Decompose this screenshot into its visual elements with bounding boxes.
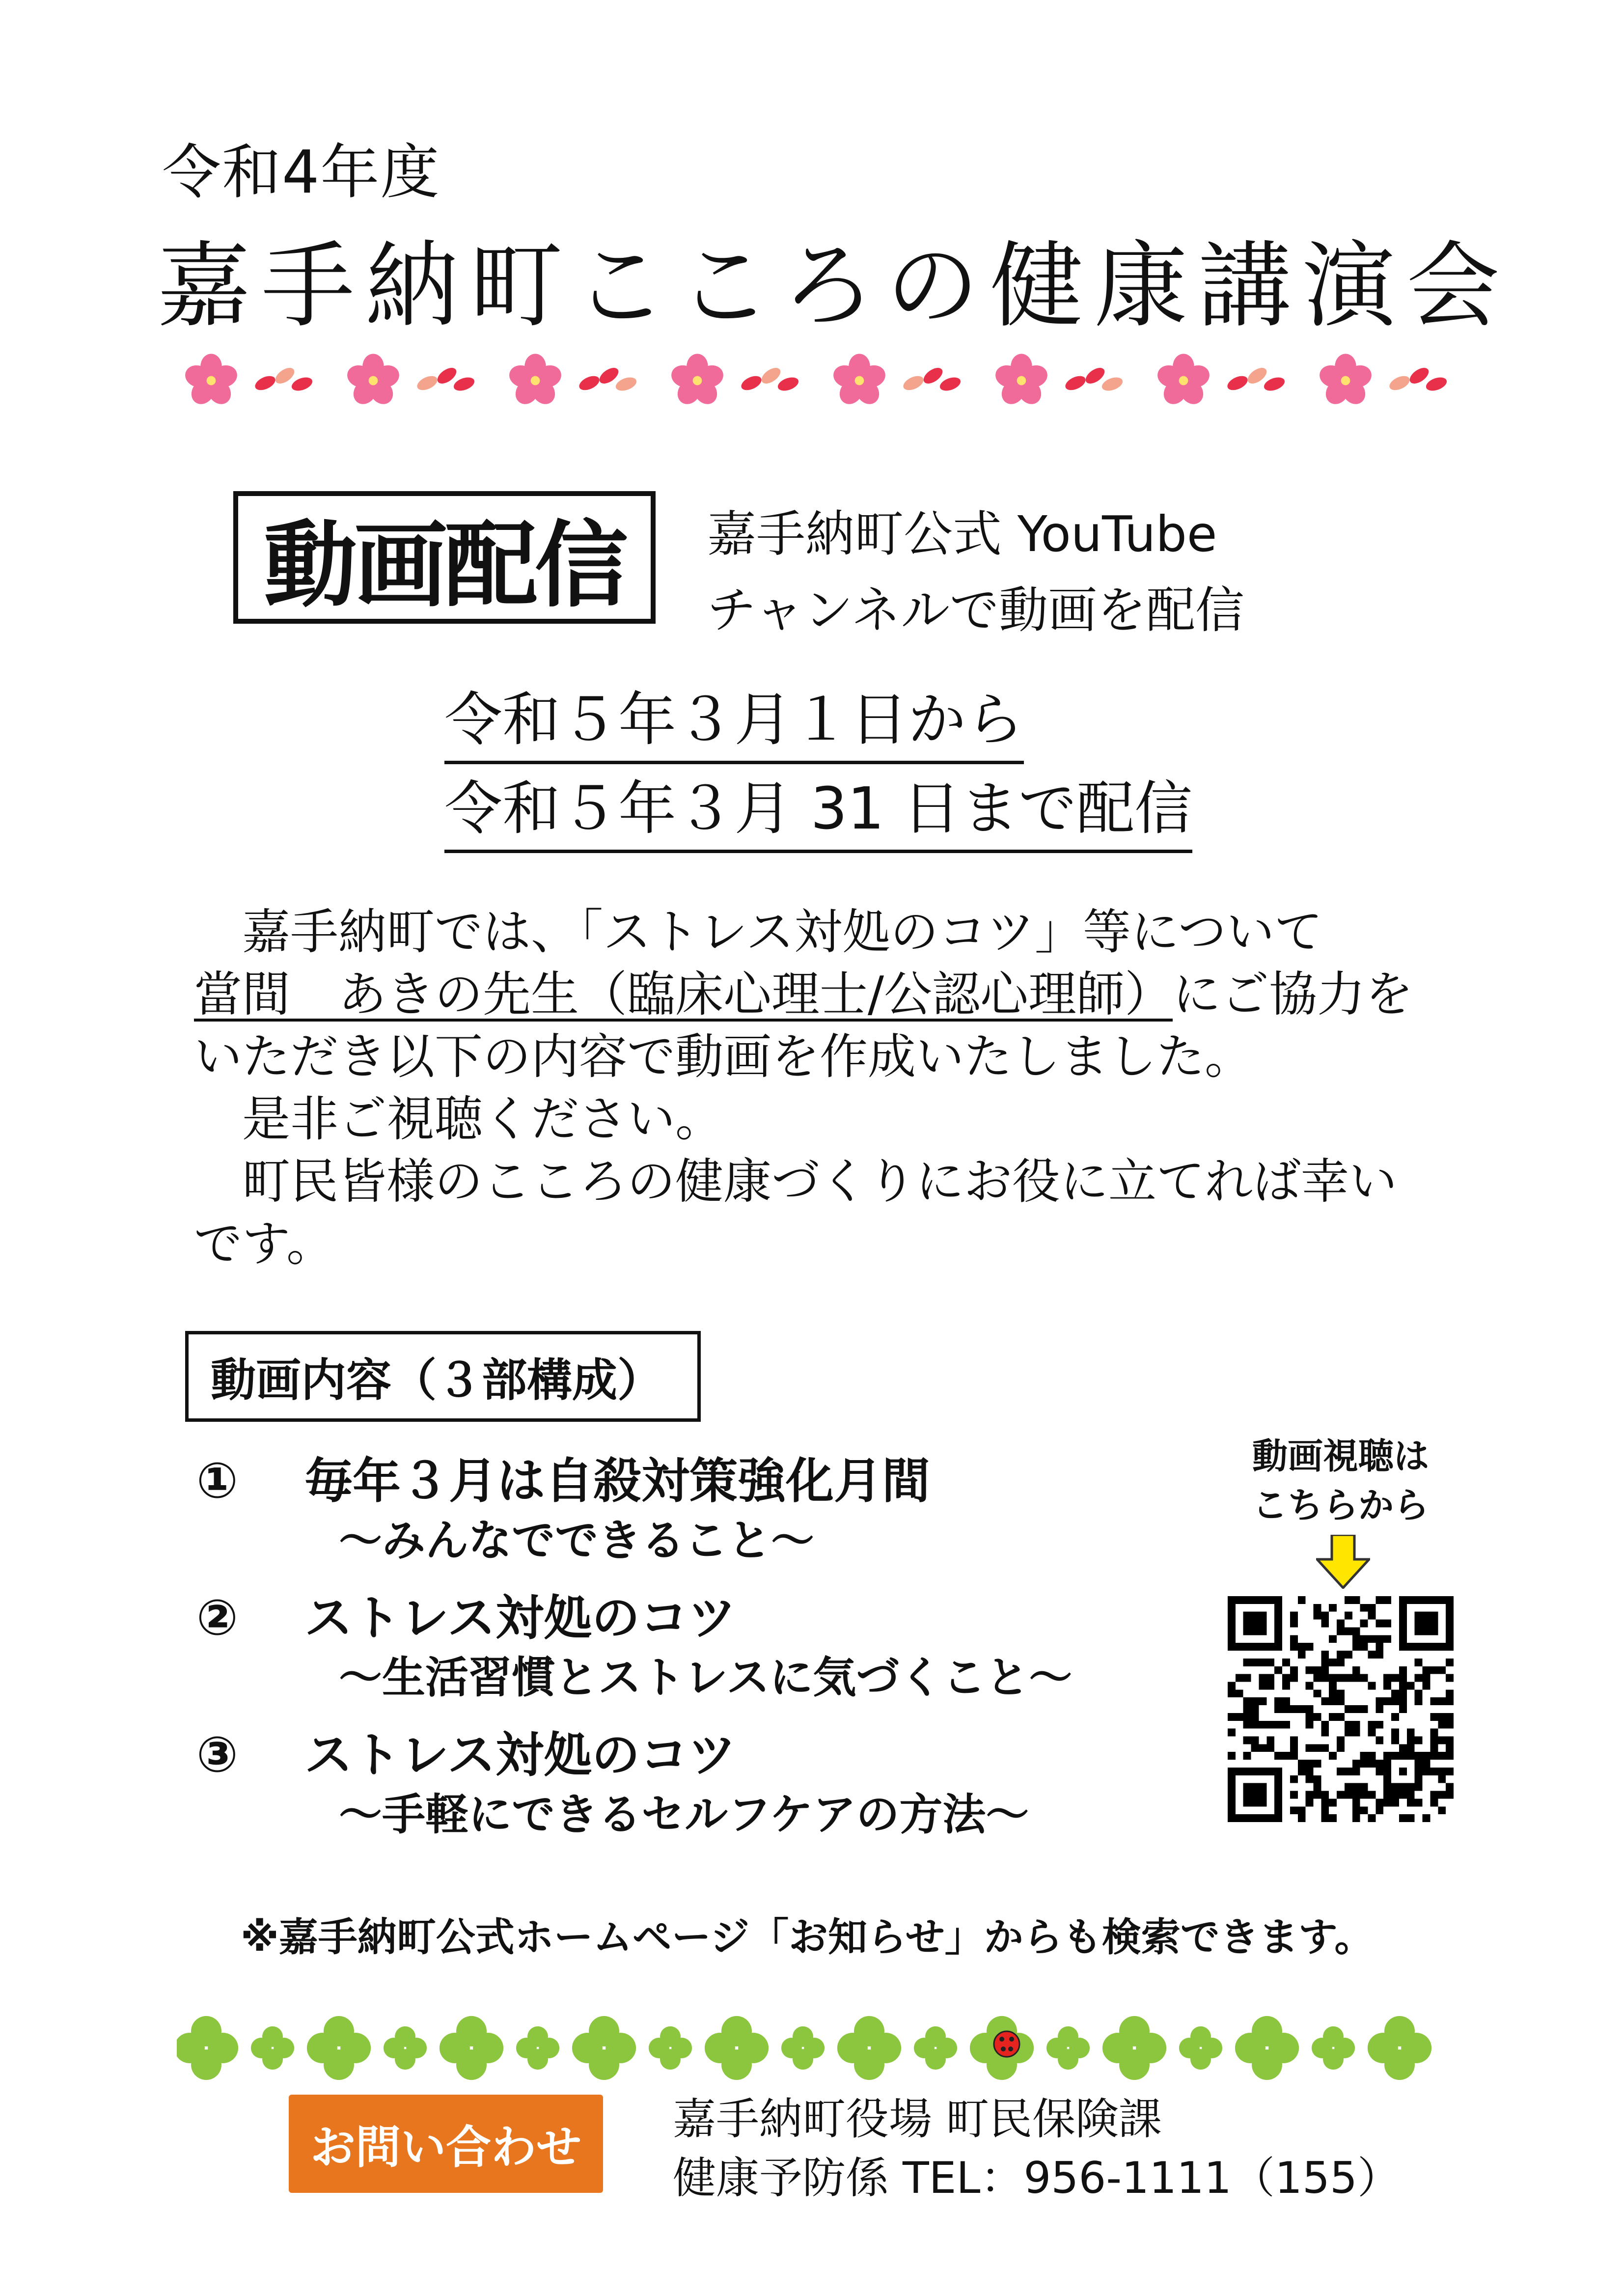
qr-caption-line2: こちらから	[1252, 1485, 1429, 1526]
item-subtitle: ～生活習慣とストレスに気づくこと～	[339, 1652, 1073, 1703]
clover-icon	[1368, 2016, 1431, 2080]
clover-icon	[572, 2016, 636, 2080]
clover-icon	[516, 2026, 559, 2070]
contact-phone: 健康予防係 TEL：956-1111（155）	[673, 2153, 1401, 2203]
list-item	[196, 1449, 1179, 1568]
sakura-petal-icon	[1100, 375, 1125, 393]
body-paragraph: 是非ご視聴ください。	[194, 1091, 724, 1147]
sakura-petal-icon	[290, 375, 314, 393]
sakura-petal-icon	[1225, 373, 1250, 393]
item-number: ①	[196, 1452, 238, 1509]
clover-border	[177, 2014, 1463, 2082]
contact-button[interactable]: お問い合わせ	[289, 2095, 603, 2193]
footnote: ※嘉手納町公式ホームページ「お知らせ」からも検索できます。	[241, 1914, 1374, 1960]
sakura-flower-icon	[344, 354, 402, 409]
period-start: 令和５年３月１日から	[444, 680, 1024, 764]
item-number: ③	[196, 1726, 238, 1783]
clover-icon	[1102, 2016, 1166, 2080]
qr-caption	[1228, 1432, 1454, 1530]
stream-desc-line2: チャンネルで動画を配信	[707, 581, 1244, 639]
contents-list	[196, 1449, 1179, 1860]
clover-icon	[177, 2016, 238, 2080]
sakura-flower-icon	[182, 354, 240, 409]
body-paragraph: いただき以下の内容で動画を作成いたしました。	[194, 1029, 1253, 1085]
body-paragraph: です。	[194, 1216, 335, 1272]
clover-icon	[781, 2026, 825, 2070]
body-paragraph	[194, 964, 1471, 1026]
list-item	[196, 1723, 1179, 1842]
item-title: ストレス対処のコツ	[304, 1727, 737, 1783]
stream-badge: 動画配信	[233, 491, 656, 624]
sakura-petal-icon	[776, 375, 800, 393]
body-paragraph: 町民皆様のこころの健康づくりにお役に立てれば幸い	[194, 1154, 1398, 1210]
year-label: 令和4年度	[162, 138, 440, 207]
clover-icon	[384, 2026, 427, 2070]
sakura-petal-icon	[1063, 373, 1088, 393]
sakura-flower-icon	[506, 354, 564, 409]
sakura-petal-icon	[1262, 375, 1287, 393]
sakura-petal-icon	[1387, 373, 1412, 393]
clover-icon	[1179, 2026, 1222, 2070]
qr-caption-line1: 動画視聴は	[1252, 1436, 1429, 1477]
sakura-petal-icon	[577, 373, 602, 393]
item-title: 毎年３月は自殺対策強化月間	[304, 1453, 931, 1509]
clover-icon	[1046, 2026, 1090, 2070]
sakura-petal-icon	[1424, 375, 1449, 393]
item-number: ②	[196, 1589, 238, 1646]
stream-period	[444, 680, 1192, 853]
sakura-petal-icon	[415, 373, 440, 393]
sakura-petal-icon	[938, 375, 963, 393]
lecturer-name: 當間 あきの先生（臨床心理士/公認心理師）	[194, 967, 1173, 1023]
item-subtitle: ～手軽にできるセルフケアの方法～	[339, 1789, 1029, 1840]
sakura-petal-icon	[901, 373, 926, 393]
clover-icon	[307, 2016, 371, 2080]
contact-department: 嘉手納町役場 町民保険課	[673, 2094, 1162, 2144]
sakura-flower-icon	[668, 354, 726, 409]
clover-icon	[251, 2026, 294, 2070]
contents-heading: 動画内容（３部構成）	[185, 1331, 701, 1422]
page-title: 嘉手納町こころの健康講演会	[157, 232, 1511, 340]
ladybug-icon	[994, 2031, 1019, 2057]
sakura-petal-icon	[614, 375, 638, 393]
clover-icon	[705, 2016, 769, 2080]
arrow-down-icon	[1316, 1535, 1370, 1589]
body-text	[194, 901, 1471, 1275]
clover-icon	[914, 2026, 957, 2070]
sakura-flower-icon	[1317, 354, 1374, 409]
qr-code[interactable]	[1228, 1596, 1454, 1822]
clover-icon	[1235, 2016, 1299, 2080]
body-text-span: にご協力を	[1173, 967, 1414, 1023]
sakura-petal-icon	[452, 375, 476, 393]
clover-icon	[649, 2026, 692, 2070]
stream-desc-line1: 嘉手納町公式 YouTube	[707, 505, 1217, 563]
sakura-border	[182, 344, 1468, 417]
sakura-flower-icon	[830, 354, 888, 409]
sakura-flower-icon	[992, 354, 1050, 409]
sakura-flower-icon	[1155, 354, 1212, 409]
clover-icon	[440, 2016, 503, 2080]
body-paragraph: 嘉手納町では、「ストレス対処のコツ」等について	[194, 904, 1323, 960]
stream-description	[707, 496, 1244, 648]
sakura-petal-icon	[739, 373, 764, 393]
item-title: ストレス対処のコツ	[304, 1590, 737, 1646]
sakura-petal-icon	[253, 373, 277, 393]
list-item	[196, 1586, 1179, 1705]
clover-icon	[837, 2016, 901, 2080]
item-subtitle: ～みんなでできること～	[339, 1515, 815, 1566]
period-end: 令和５年３月 31 日まで配信	[444, 769, 1192, 853]
clover-icon	[1312, 2026, 1355, 2070]
contact-info	[673, 2090, 1401, 2208]
